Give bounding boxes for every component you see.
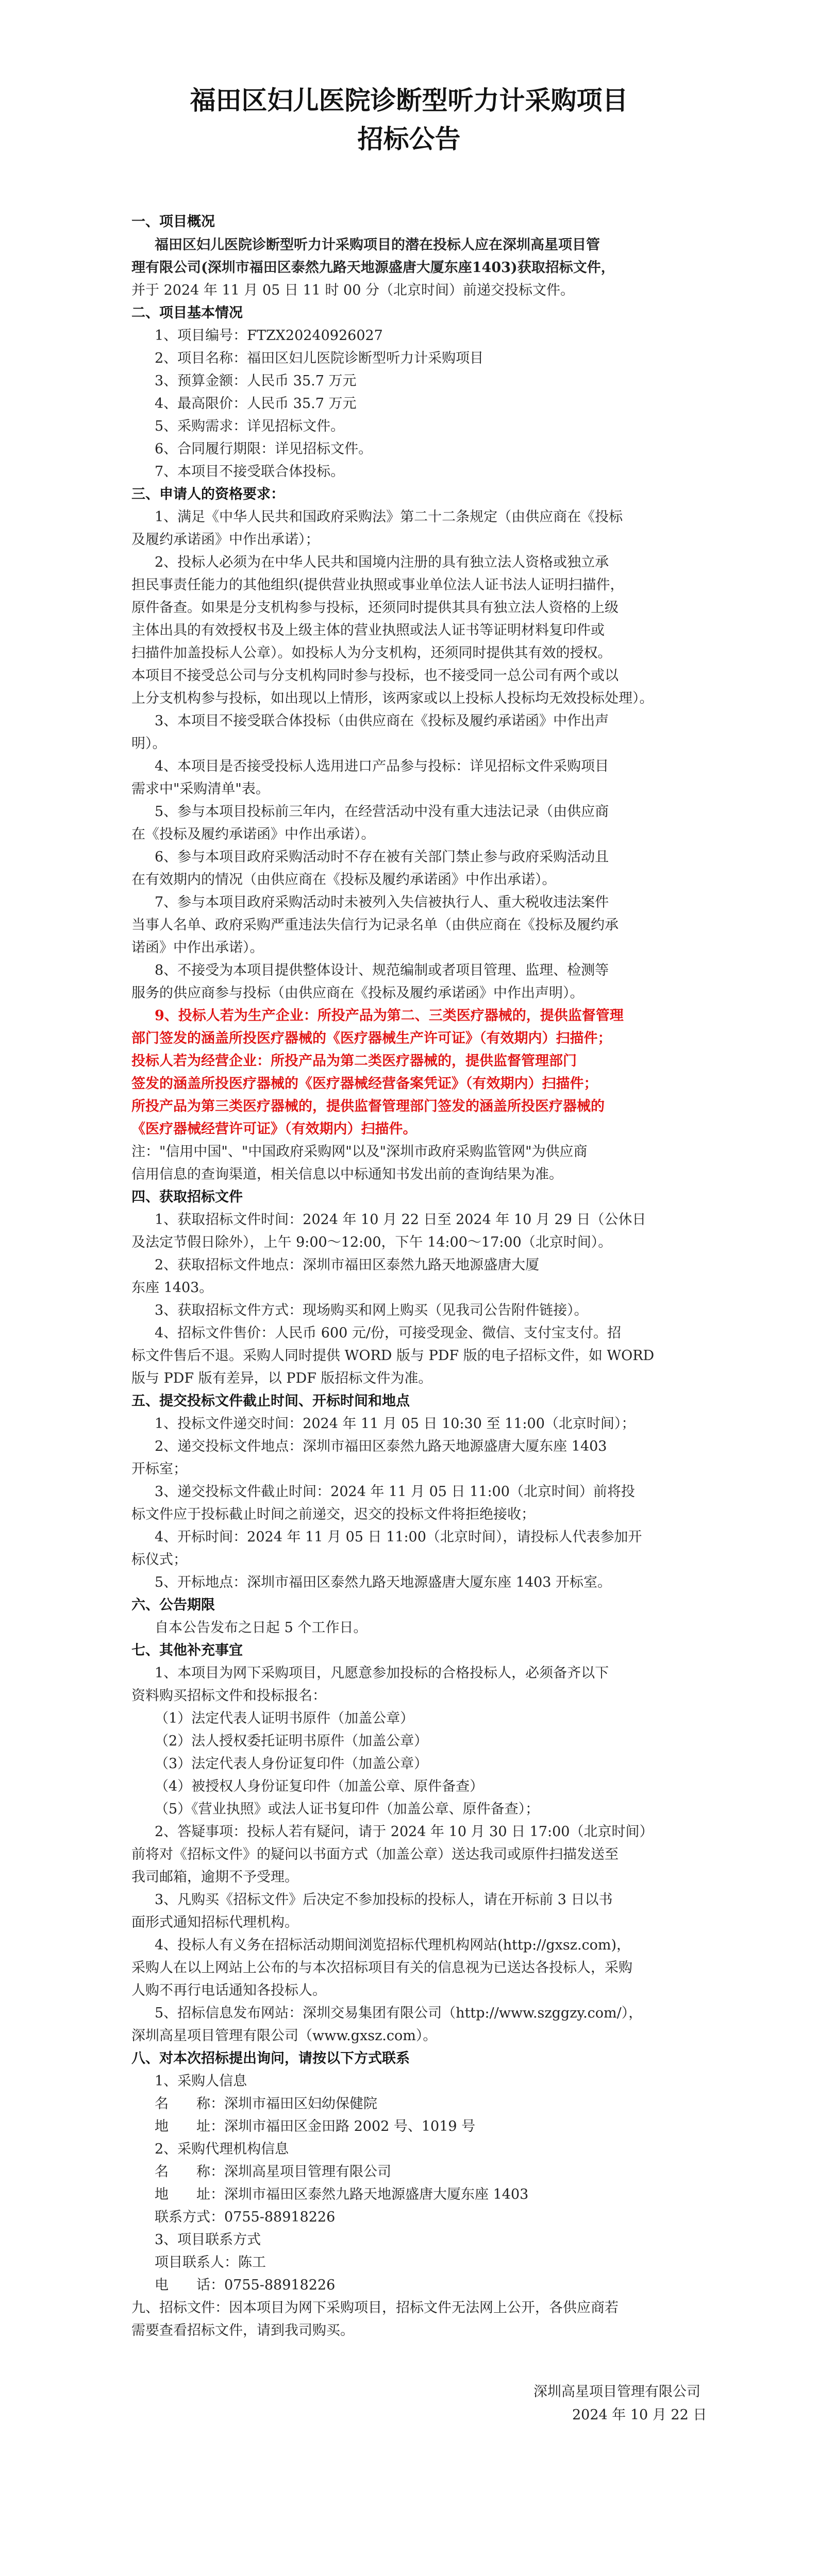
text-line: 4、最高限价：人民币 35.7 万元: [155, 396, 357, 412]
text-line: 2、答疑事项：投标人若有疑问，请于 2024 年 10 月 30 日 17:00（北京时间）: [155, 1824, 654, 1840]
text-line: 采购人在以上网站上公布的与本次招标项目有关的信息视为已送达各投标人，采购: [131, 1960, 632, 1976]
text-line: 4、开标时间：2024 年 11 月 05 日 11:00（北京时间），请投标人代表参加开: [155, 1529, 642, 1545]
section-heading: 五、提交投标文件截止时间、开标时间和地点: [131, 1393, 410, 1409]
text-line: 地 址：深圳市福田区泰然九路天地源盛唐大厦东座 1403: [155, 2187, 529, 2202]
text-line: 5、参与本项目投标前三年内，在经营活动中没有重大违法记录（由供应商: [155, 804, 609, 820]
text-line: 3、项目联系方式: [155, 2232, 261, 2248]
text-line: 版与 PDF 版有差异，以 PDF 版招标文件为准。: [131, 1370, 432, 1386]
text-line: 6、参与本项目政府采购活动时不存在被有关部门禁止参与政府采购活动且: [155, 849, 609, 865]
text-line: 部门签发的涵盖所投医疗器械的《医疗器械生产许可证》（有效期内）扫描件；: [131, 1030, 612, 1046]
text-line: 标文件应于投标截止时间之前递交，迟交的投标文件将拒绝接收；: [131, 1506, 535, 1522]
text-line: 联系方式：0755-88918226: [155, 2209, 336, 2225]
text-line: 需要查看招标文件，请到我司购买。: [131, 2323, 354, 2338]
section-heading: 二、项目基本情况: [131, 305, 243, 321]
text-line: 需求中"采购清单"表。: [131, 781, 270, 797]
text-line: 9、投标人若为生产企业：所投产品为第二、三类医疗器械的，提供监督管理: [155, 1008, 624, 1024]
text-line: 5、招标信息发布网站：深圳交易集团有限公司（http://www.szggzy.com/），: [155, 2005, 643, 2021]
section-heading: 七、其他补充事宜: [131, 1642, 243, 1658]
text-line: 2、获取招标文件地点：深圳市福田区泰然九路天地源盛唐大厦: [155, 1257, 540, 1273]
text-line: 8、不接受为本项目提供整体设计、规范编制或者项目管理、监理、检测等: [155, 962, 609, 978]
text-line: 服务的供应商参与投标（由供应商在《投标及履约承诺函》中作出声明）。: [131, 985, 584, 1001]
text-line: 2、采购代理机构信息: [155, 2141, 289, 2157]
text-line: 7、参与本项目政府采购活动时未被列入失信被执行人、重大税收违法案件: [155, 894, 609, 910]
text-line: 主体出具的有效授权书及上级主体的营业执照或法人证书等证明材料复印件或: [131, 622, 605, 638]
text-line: 《医疗器械经营许可证》（有效期内）扫描件。: [131, 1121, 417, 1137]
text-line: 诺函》中作出承诺）。: [131, 940, 264, 956]
section-heading: 四、获取招标文件: [131, 1189, 243, 1205]
text-line: 自本公告发布之日起 5 个工作日。: [155, 1620, 368, 1636]
text-line: 在《投标及履约承诺函》中作出承诺）。: [131, 826, 375, 842]
text-line: 本项目不接受总公司与分支机构同时参与投标，也不接受同一总公司有两个或以: [131, 668, 619, 684]
text-line: 上分支机构参与投标，如出现以上情形，该两家或以上投标人投标均无效投标处理）。: [131, 690, 654, 706]
text-line: （3）法定代表人身份证复印件（加盖公章）: [155, 1756, 428, 1772]
document-subtitle: 招标公告: [357, 124, 461, 154]
text-line: 地 址：深圳市福田区金田路 2002 号、1019 号: [155, 2119, 476, 2134]
text-line: 2、递交投标文件地点：深圳市福田区泰然九路天地源盛唐大厦东座 1403: [155, 1438, 607, 1454]
text-line: 5、采购需求：详见招标文件。: [155, 418, 345, 434]
section-heading: 八、对本次招标提出询问，请按以下方式联系: [131, 2050, 410, 2066]
text-line: 4、投标人有义务在招标活动期间浏览招标代理机构网站(http://gxsz.com)，: [155, 1937, 631, 1953]
text-line: 2、投标人必须为在中华人民共和国境内注册的具有独立法人资格或独立承: [155, 554, 609, 570]
text-line: 及法定节假日除外），上午 9:00～12:00，下午 14:00～17:00（北京时间）。: [131, 1234, 612, 1250]
text-line: 明）。: [131, 736, 166, 752]
text-line: 扫描件加盖投标人公章）。如投标人为分支机构，还须同时提供其有效的授权。: [131, 645, 612, 661]
text-line: 投标人若为经营企业：所投产品为第二类医疗器械的，提供监督管理部门: [131, 1053, 577, 1069]
text-line: 6、合同履行期限：详见招标文件。: [155, 441, 373, 457]
text-line: 信用信息的查询渠道，相关信息以中标通知书发出前的查询结果为准。: [131, 1166, 563, 1182]
text-line: （5）《营业执照》或法人证书复印件（加盖公章、原件备查）；: [155, 1801, 540, 1817]
text-line: 资料购买招标文件和投标报名：: [131, 1688, 326, 1704]
text-line: 2、项目名称：福田区妇儿医院诊断型听力计采购项目: [155, 350, 484, 366]
text-line: 3、凡购买《招标文件》后决定不参加投标的投标人，请在开标前 3 日以书: [155, 1892, 613, 1908]
text-line: （1）法定代表人证明书原件（加盖公章）: [155, 1710, 414, 1726]
text-line: 5、开标地点：深圳市福田区泰然九路天地源盛唐大厦东座 1403 开标室。: [155, 1574, 612, 1590]
text-line: （2）法人授权委托证明书原件（加盖公章）: [155, 1733, 428, 1749]
text-line: 原件备查。如果是分支机构参与投标，还须同时提供其具有独立法人资格的上级: [131, 600, 619, 616]
text-line: 1、满足《中华人民共和国政府采购法》第二十二条规定（由供应商在《投标: [155, 509, 623, 525]
text-line: 1、投标文件递交时间：2024 年 11 月 05 日 10:30 至 11:00（北京时间）；: [155, 1416, 636, 1432]
text-line: 3、预算金额：人民币 35.7 万元: [155, 373, 357, 389]
text-line: 1、获取招标文件时间：2024 年 10 月 22 日至 2024 年 10 月 29 日（公休日: [155, 1212, 646, 1228]
text-line: 签发的涵盖所投医疗器械的《医疗器械经营备案凭证》（有效期内）扫描件；: [131, 1076, 598, 1092]
text-line: 当事人名单、政府采购严重违法失信行为记录名单（由供应商在《投标及履约承: [131, 917, 619, 933]
text-line: 名 称：深圳高星项目管理有限公司: [155, 2164, 391, 2180]
text-line: 在有效期内的情况（由供应商在《投标及履约承诺函》中作出承诺）。: [131, 872, 556, 888]
section-heading: 六、公告期限: [131, 1597, 215, 1613]
text-line: 及履约承诺函》中作出承诺）；: [131, 532, 320, 548]
text-line: 标仪式；: [131, 1552, 187, 1568]
text-line: 3、递交投标文件截止时间：2024 年 11 月 05 日 11:00（北京时间）前将投: [155, 1484, 635, 1500]
text-line: （4）被授权人身份证复印件（加盖公章、原件备查）: [155, 1778, 484, 1794]
text-line: 名 称：深圳市福田区妇幼保健院: [155, 2096, 377, 2112]
text-line: 1、本项目为网下采购项目，凡愿意参加投标的合格投标人，必须备齐以下: [155, 1665, 609, 1681]
text-line: 2024 年 10 月 22 日: [572, 2407, 707, 2423]
text-line: 开标室；: [131, 1461, 187, 1477]
section-heading: 一、项目概况: [131, 214, 215, 230]
text-line: 3、获取招标文件方式：现场购买和网上购买（见我司公告附件链接）。: [155, 1302, 588, 1318]
text-line: 所投产品为第三类医疗器械的，提供监督管理部门签发的涵盖所投医疗器械的: [131, 1098, 605, 1114]
text-line: 前将对《招标文件》的疑问以书面方式（加盖公章）送达我司或原件扫描发送至: [131, 1846, 619, 1862]
text-line: 人购不再行电话通知各投标人。: [131, 1982, 326, 1998]
text-line: 深圳高星项目管理有限公司: [533, 2384, 700, 2400]
text-line: 九、招标文件：因本项目为网下采购项目，招标文件无法网上公开，各供应商若: [131, 2300, 619, 2316]
text-line: 福田区妇儿医院诊断型听力计采购项目的潜在投标人应在深圳高星项目管: [155, 237, 600, 253]
text-line: 深圳高星项目管理有限公司（www.gxsz.com）。: [131, 2028, 437, 2044]
text-line: 东座 1403。: [131, 1280, 213, 1296]
text-line: 4、招标文件售价：人民币 600 元/份，可接受现金、微信、支付宝支付。招: [155, 1325, 621, 1341]
text-line: 并于 2024 年 11 月 05 日 11 时 00 分（北京时间）前递交投标文件。: [131, 282, 574, 298]
text-line: 3、本项目不接受联合体投标（由供应商在《投标及履约承诺函》中作出声: [155, 713, 609, 729]
text-line: 1、项目编号：FTZX20240926027: [155, 328, 383, 344]
text-line: 标文件售后不退。采购人同时提供 WORD 版与 PDF 版的电子招标文件，如 WORD: [131, 1348, 655, 1364]
text-line: 电 话：0755-88918226: [155, 2277, 336, 2293]
text-line: 理有限公司(深圳市福田区泰然九路天地源盛唐大厦东座1403)获取招标文件，: [131, 260, 615, 276]
text-line: 注："信用中国"、"中国政府采购网"以及"深圳市政府采购监管网"为供应商: [131, 1144, 588, 1160]
text-line: 7、本项目不接受联合体投标。: [155, 464, 345, 480]
text-line: 我司邮箱，逾期不予受理。: [131, 1869, 298, 1885]
document-title: 福田区妇儿医院诊断型听力计采购项目: [190, 86, 628, 115]
text-line: 面形式通知招标代理机构。: [131, 1914, 298, 1930]
section-heading: 三、申请人的资格要求：: [131, 486, 285, 502]
text-line: 1、采购人信息: [155, 2073, 247, 2089]
text-line: 项目联系人：陈工: [155, 2255, 266, 2270]
text-line: 担民事责任能力的其他组织(提供营业执照或事业单位法人证书法人证明扫描件，: [131, 577, 624, 593]
text-line: 4、本项目是否接受投标人选用进口产品参与投标：详见招标文件采购项目: [155, 758, 609, 774]
